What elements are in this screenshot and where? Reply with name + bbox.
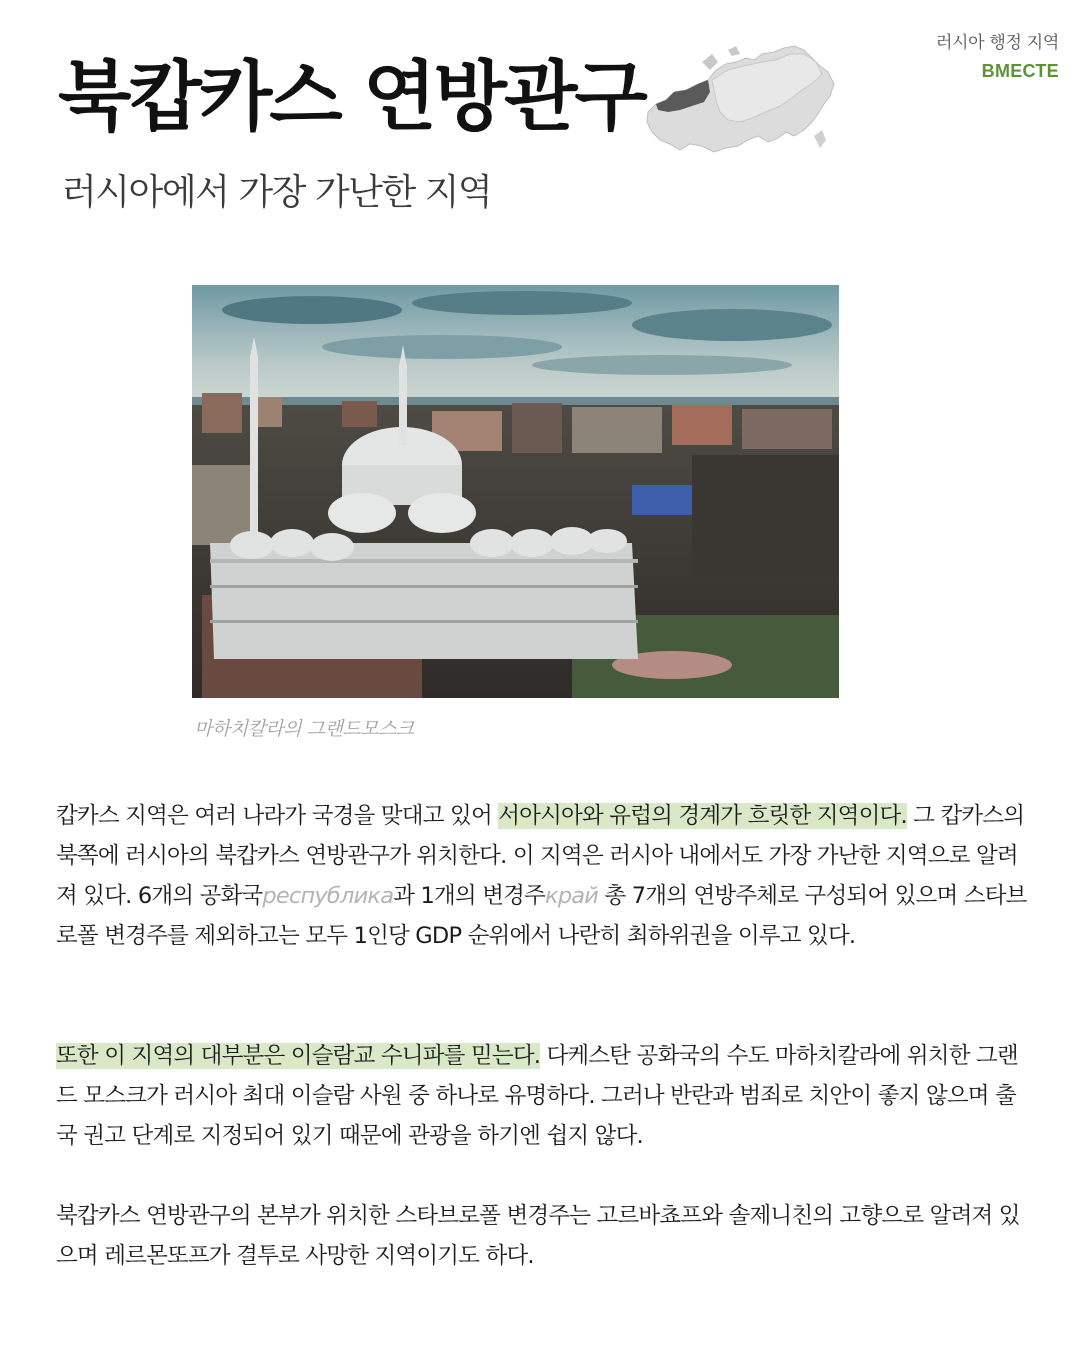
p2-text-1: 다케스탄 공화국의 수도 마하치칼라에 위치한 그랜드 모스크가 러시아 최대 이슬람 사원 중 하나로 유명하다. 그러나 반란과 범죄로 치안이 좋지 않으며 출국 권고 단계로 지정되어 있기 때문에 관광을 하기엔 쉽지 않다. (56, 1043, 1018, 1149)
grand-mosque-photo (192, 285, 839, 698)
paragraph-2 (56, 1036, 1028, 1156)
brand-logo: ВМЕСТЕ (981, 61, 1059, 81)
p1-highlight: 서아시아와 유럽의 경계가 흐릿한 지역이다. (498, 803, 907, 829)
photo-caption: 마하치칼라의 그랜드모스크 (194, 718, 414, 740)
p1-text-2: 그 캅카스의 북쪽에 러시아의 북캅카스 연방관구가 위치한다. 이 지역은 러시아 내에서도 가장 가난한 지역으로 알려져 있다. 6개의 공화국 (56, 803, 1025, 909)
series-label: 러시아 행정 지역 (935, 33, 1059, 53)
paragraph-1 (56, 796, 1028, 956)
p1-russian-term-republic: республика (262, 883, 394, 909)
paragraph-3 (56, 1196, 1028, 1276)
p2-highlight: 또한 이 지역의 대부분은 이슬람교 수니파를 믿는다. (56, 1043, 541, 1069)
russia-map-icon (644, 40, 836, 158)
p1-text-4: 총 7개의 연방주체로 구성되어 있으며 스타브로폴 변경주를 제외하고는 모두 1인당 GDP 순위에서 나란히 최하위권을 이루고 있다. (56, 883, 1027, 949)
p1-text-1: 캅카스 지역은 여러 나라가 국경을 맞대고 있어 (56, 803, 499, 829)
header-meta (936, 28, 1059, 82)
p3-text-1: 북캅카스 연방관구의 본부가 위치한 스타브로폴 변경주는 고르바쵸프와 솔제니친의 고향으로 알려져 있으며 레르몬또프가 결투로 사망한 지역이기도 하다. (56, 1203, 1020, 1269)
p1-text-3: 과 1개의 변경주 (393, 883, 546, 909)
page-title: 북캅카스 연방관구 (58, 52, 645, 141)
page-subtitle: 러시아에서 가장 가난한 지역 (62, 172, 492, 213)
p1-russian-term-krai: край (545, 883, 599, 909)
